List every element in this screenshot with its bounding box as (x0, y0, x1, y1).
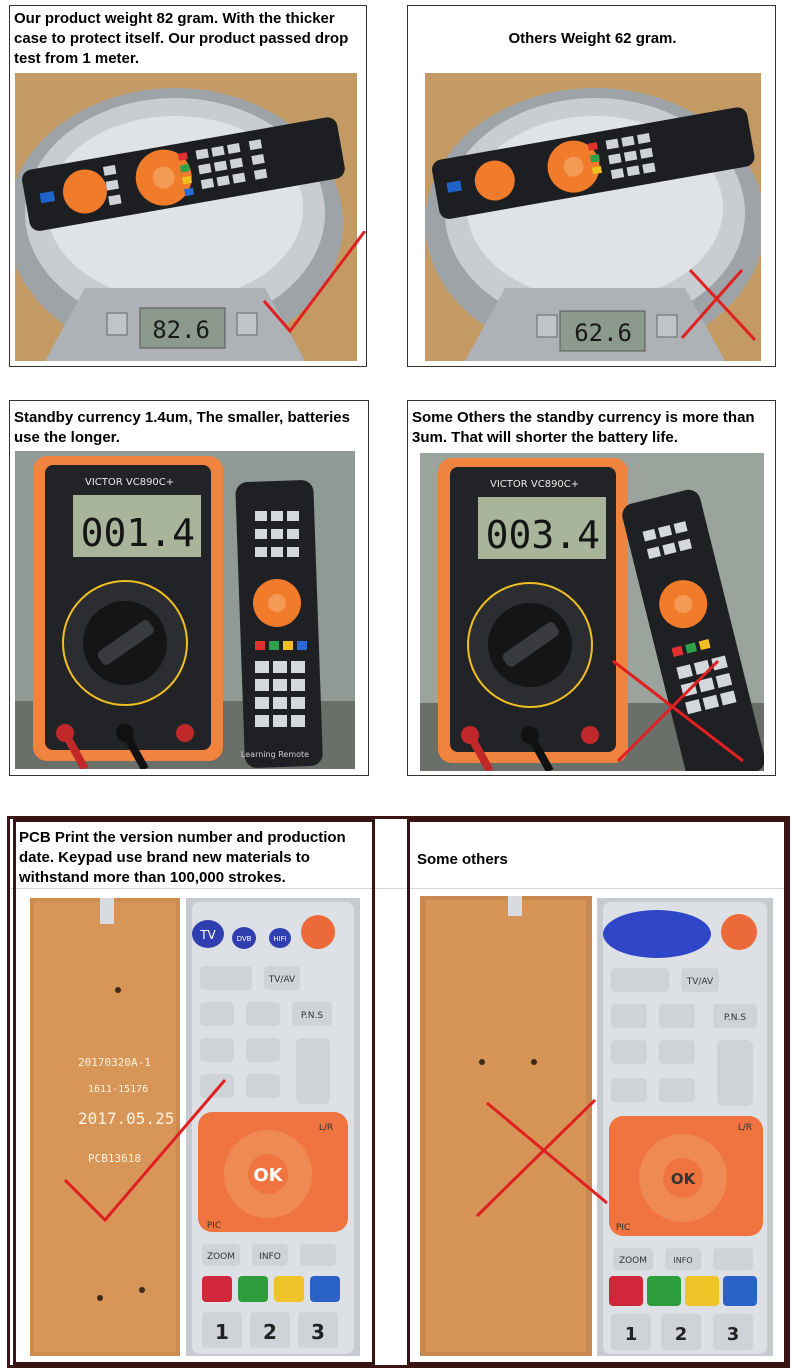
check-stroke (65, 1080, 225, 1220)
standby-left-panel (9, 400, 369, 776)
cross-stroke-b (477, 1100, 595, 1216)
scale-display-ours: 82.6 (152, 316, 210, 344)
weight-right-caption: Others Weight 62 gram. (508, 30, 677, 47)
remote-label-ours: Learning Remote (240, 750, 310, 759)
key-pns-others: P.N.S (723, 1013, 747, 1023)
key-info-others: INFO (673, 1256, 693, 1265)
meter-brand-others: VICTOR VC890C+ (490, 479, 580, 490)
key-tv: TV (200, 928, 216, 942)
key-pic-others: PIC (615, 1223, 631, 1233)
standby-right-panel (407, 400, 776, 776)
cross-stroke-b (682, 270, 742, 338)
key-2-others: 2 (674, 1324, 688, 1345)
pcb-code-text: 1611-15176 (88, 1084, 149, 1095)
key-lr: L/R (318, 1123, 334, 1133)
check-stroke (264, 231, 365, 331)
key-lr-others: L/R (737, 1123, 753, 1133)
pcb-model-text: PCB13618 (88, 1152, 141, 1165)
meter-display-ours: 001.4 (80, 511, 195, 555)
cross-stroke-a (690, 270, 755, 340)
pcb-left-caption: PCB Print the version number and production date. Keypad use brand new materials to withstand more than 100,000 strokes. (19, 829, 346, 886)
meter-brand-ours: VICTOR VC890C+ (85, 477, 175, 488)
weight-right-panel (407, 5, 776, 367)
keypad-photo-others (597, 898, 773, 1356)
cross-mark (680, 268, 760, 348)
pcb-version-text: 20170320A-1 (78, 1056, 151, 1069)
meter-display-others: 003.4 (485, 513, 600, 557)
key-hifi: HIFI (273, 935, 287, 943)
standby-right-caption: Some Others the standby currency is more than 3um. That will shorter the battery life. (412, 409, 755, 446)
key-ok-others: OK (670, 1170, 696, 1188)
cross-mark (608, 656, 748, 766)
pcb-date-text: 2017.05.25 (78, 1109, 175, 1128)
key-tvav: TV/AV (268, 975, 296, 985)
key-pic: PIC (206, 1221, 222, 1231)
key-3-others: 3 (726, 1324, 740, 1345)
key-1-others: 1 (624, 1324, 638, 1345)
key-info: INFO (259, 1252, 281, 1262)
key-zoom: ZOOM (206, 1252, 236, 1262)
key-tvav-others: TV/AV (686, 977, 714, 987)
cross-mark (475, 1098, 610, 1218)
scale-display-others: 62.6 (574, 319, 632, 347)
key-pns: P.N.S (300, 1011, 324, 1021)
key-1: 1 (215, 1320, 229, 1344)
check-mark (60, 1075, 230, 1225)
weight-left-panel (9, 5, 367, 367)
pcb-right-caption: Some others (417, 851, 508, 868)
check-mark (260, 231, 370, 341)
multimeter-photo-ours (15, 451, 355, 769)
weight-left-caption: Our product weight 82 gram. With the thicker case to protect itself. Our product passed drop test from 1 meter. (14, 10, 349, 67)
key-3: 3 (311, 1320, 325, 1344)
key-ok: OK (253, 1165, 283, 1186)
key-2: 2 (263, 1320, 277, 1344)
key-dvb: DVB (236, 935, 252, 943)
key-zoom-others: ZOOM (618, 1256, 648, 1266)
standby-left-caption: Standby currency 1.4um, The smaller, batteries use the longer. (14, 409, 350, 446)
